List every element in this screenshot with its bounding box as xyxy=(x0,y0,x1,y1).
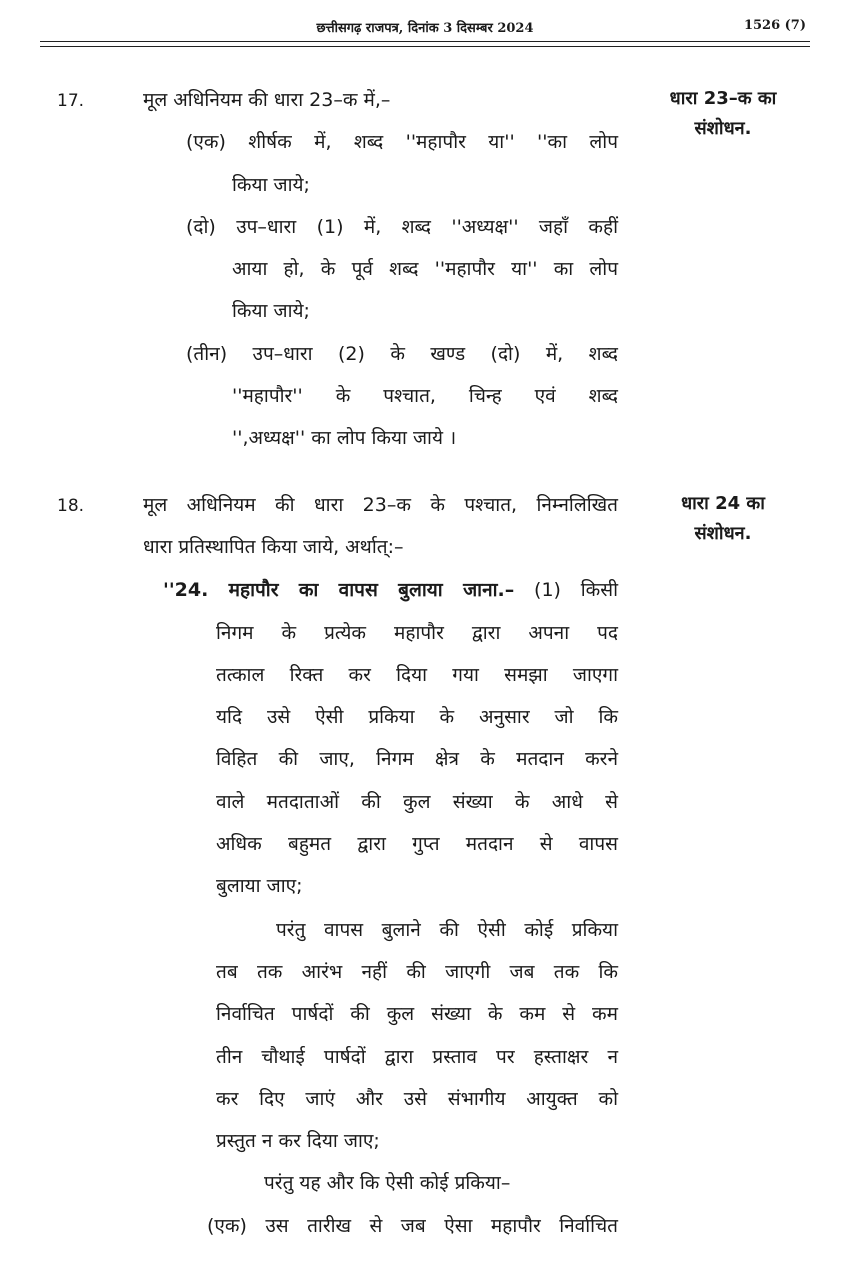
section-17-line-8: ''महापौर'' के पश्चात, चिन्ह एवं शब्द xyxy=(232,385,618,407)
section-17-line-6: किया जाये; xyxy=(232,300,310,322)
section-number-18: 18. xyxy=(57,496,85,516)
side-note-17-line-1: धारा 23–क का xyxy=(669,88,777,109)
body-line-1: निगम के प्रत्येक महापौर द्वारा अपना पद xyxy=(216,622,618,644)
side-note-18-line-2: संशोधन. xyxy=(694,523,752,544)
side-note-18 xyxy=(648,489,798,549)
section-24-heading-line xyxy=(163,577,618,603)
section-17-line-3: किया जाये; xyxy=(232,174,310,196)
proviso-1-line-5: कर दिए जाएं और उसे संभागीय आयुक्त को xyxy=(216,1088,618,1110)
side-note-17 xyxy=(648,84,798,144)
page-number: 1526 (7) xyxy=(743,18,806,33)
section-18-line-2: धारा प्रतिस्थापित किया जाये, अर्थात्:– xyxy=(143,536,404,558)
section-17-line-7: (तीन) उप–धारा (2) के खण्ड (दो) में, शब्द xyxy=(186,343,618,365)
proviso-1-line-1: परंतु वापस बुलाने की ऐसी कोई प्रकिया xyxy=(276,919,618,941)
section-17-line-4: (दो) उप–धारा (1) में, शब्द ''अध्यक्ष'' जहाँ कहीं xyxy=(186,216,618,238)
proviso-1-line-3: निर्वाचित पार्षदों की कुल संख्या के कम से कम xyxy=(216,1003,618,1025)
body-line-6: अधिक बहुमत द्वारा गुप्त मतदान से वापस xyxy=(216,833,618,855)
gazette-title: छत्तीसगढ़ राजपत्र, दिनांक 3 दिसम्बर 2024 xyxy=(316,21,534,36)
side-note-18-line-1: धारा 24 का xyxy=(681,493,765,514)
header-rule-top xyxy=(40,41,810,42)
section-24-heading: ''24. महापौर का वापस बुलाया जाना.– xyxy=(163,579,515,601)
proviso-2-line-1: परंतु यह और कि ऐसी कोई प्रकिया– xyxy=(264,1172,511,1194)
section-17-line-2: (एक) शीर्षक में, शब्द ''महापौर या'' ''का लोप xyxy=(186,131,618,153)
section-17-line-1: मूल अधिनियम की धारा 23–क में,– xyxy=(143,89,391,111)
body-line-7: बुलाया जाए; xyxy=(216,875,303,897)
proviso-2-clause-1: (एक) उस तारीख से जब ऐसा महापौर निर्वाचित xyxy=(207,1215,618,1237)
gazette-header xyxy=(40,14,810,44)
section-24-heading-rest: (1) किसी xyxy=(514,579,618,601)
section-18-line-1: मूल अधिनियम की धारा 23–क के पश्चात, निम्नलिखित xyxy=(143,494,618,516)
body-line-2: तत्काल रिक्त कर दिया गया समझा जाएगा xyxy=(216,664,618,686)
body-line-3: यदि उसे ऐसी प्रकिया के अनुसार जो कि xyxy=(216,706,618,728)
side-note-17-line-2: संशोधन. xyxy=(694,118,752,139)
section-17-line-5: आया हो, के पूर्व शब्द ''महापौर या'' का लोप xyxy=(232,258,618,280)
section-number-17: 17. xyxy=(57,91,85,111)
header-rule-bottom xyxy=(40,46,810,47)
section-17-line-9: '',अध्यक्ष'' का लोप किया जाये । xyxy=(232,427,457,449)
body-line-5: वाले मतदाताओं की कुल संख्या के आधे से xyxy=(216,791,618,813)
proviso-1-line-6: प्रस्तुत न कर दिया जाए; xyxy=(216,1130,380,1152)
proviso-1-line-2: तब तक आरंभ नहीं की जाएगी जब तक कि xyxy=(216,961,618,983)
body-line-4: विहित की जाए, निगम क्षेत्र के मतदान करने xyxy=(216,748,618,770)
proviso-1-line-4: तीन चौथाई पार्षदों द्वारा प्रस्ताव पर हस्ताक्षर न xyxy=(216,1046,618,1068)
